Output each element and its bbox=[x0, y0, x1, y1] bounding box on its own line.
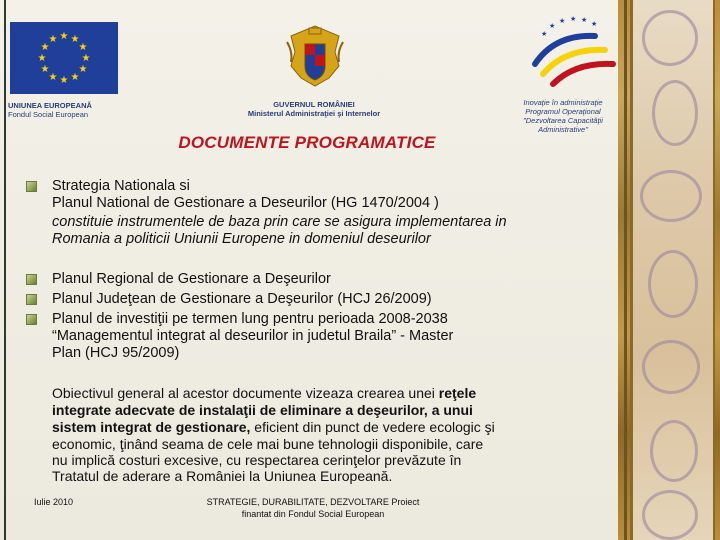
swirl-icon bbox=[640, 170, 702, 222]
eu-caption bbox=[8, 101, 128, 119]
paragraph-line1 bbox=[52, 385, 476, 402]
bullet-4-line1: Planul de investiţii pe termen lung pentru perioada 2008-2038 bbox=[52, 311, 448, 327]
paragraph-line3 bbox=[52, 419, 495, 436]
inov-caption-line4: Administrative" bbox=[538, 125, 588, 134]
inovatie-administratie-logo-icon bbox=[525, 14, 617, 94]
svg-text:★: ★ bbox=[559, 17, 566, 25]
svg-text:★: ★ bbox=[591, 20, 598, 28]
svg-text:★: ★ bbox=[59, 75, 69, 86]
decorative-border bbox=[618, 0, 720, 540]
svg-text:★: ★ bbox=[78, 42, 88, 53]
bullet-1-line1: Strategia Nationala si bbox=[52, 178, 190, 194]
paragraph-line5: nu implică costuri excesive, cu respectarea cerinţelor prevăzute în bbox=[52, 452, 462, 468]
gov-caption-line2: Ministerul Administraţiei şi Internelor bbox=[247, 109, 381, 118]
paragraph-line2: integrate adecvate de instalaţii de eliminare a deşeurilor, a unui bbox=[52, 402, 473, 418]
paragraph-bold: reţele bbox=[438, 385, 477, 401]
bullet-3: Planul Judeţean de Gestionare a Deşeurilor (HCJ 26/2009) bbox=[52, 291, 432, 307]
svg-text:★: ★ bbox=[570, 15, 577, 23]
svg-text:★: ★ bbox=[549, 22, 556, 30]
bullet-4-line3: Plan (HCJ 95/2009) bbox=[52, 345, 180, 361]
svg-text:★: ★ bbox=[581, 16, 588, 24]
bullet-1-note-line1: constituie instrumentele de baza prin care se asigura implementarea in bbox=[52, 214, 507, 230]
square-bullet-icon bbox=[26, 314, 37, 325]
svg-text:★: ★ bbox=[37, 53, 47, 64]
paragraph-bold: sistem integrat de gestionare, bbox=[52, 419, 251, 435]
inov-caption-line3: "Dezvoltarea Capacităţii bbox=[523, 116, 603, 125]
svg-text:★: ★ bbox=[541, 30, 548, 38]
paragraph-text: Obiectivul general al acestor documente vizeaza crearea unei bbox=[52, 385, 439, 401]
svg-text:★: ★ bbox=[78, 64, 88, 75]
inov-caption bbox=[508, 98, 618, 134]
romania-coat-of-arms-icon bbox=[283, 22, 347, 98]
svg-text:★: ★ bbox=[48, 34, 58, 45]
footer-project-line1: STRATEGIE, DURABILITATE, DEZVOLTARE Proiect bbox=[206, 497, 420, 507]
svg-text:★: ★ bbox=[48, 72, 58, 83]
bullet-1-line2: Planul National de Gestionare a Deseurilor (HG 1470/2004 ) bbox=[52, 195, 439, 211]
bullet-1-note-line2: Romania a politicii Uniunii Europene in domeniul deseurilor bbox=[52, 231, 431, 247]
swirl-icon bbox=[642, 10, 698, 66]
paragraph-line6: Tratatul de aderare a României la Uniunea Europeană. bbox=[52, 468, 393, 484]
page-title: DOCUMENTE PROGRAMATICE bbox=[178, 133, 436, 152]
footer-project bbox=[170, 496, 456, 520]
left-divider bbox=[4, 0, 6, 540]
gov-caption-line1: GUVERNUL ROMÂNIEI bbox=[273, 100, 355, 109]
swirl-icon bbox=[642, 490, 698, 540]
gov-caption bbox=[245, 100, 383, 118]
swirl-icon bbox=[650, 420, 698, 482]
swirl-icon bbox=[652, 80, 698, 146]
eu-caption-line2: Fondul Social European bbox=[8, 110, 89, 119]
inov-caption-line2: Programul Operaţional bbox=[525, 107, 601, 116]
paragraph-line4: economic, ţinând seama de cele mai bune tehnologii disponibile, care bbox=[52, 436, 484, 452]
bullet-2: Planul Regional de Gestionare a Deşeurilor bbox=[52, 271, 331, 287]
bullet-4-line2: “Managementul integrat al deseurilor in judetul Braila” - Master bbox=[52, 328, 454, 344]
square-bullet-icon bbox=[26, 294, 37, 305]
svg-text:★: ★ bbox=[40, 64, 50, 75]
footer-project-line2: finantat din Fondul Social European bbox=[241, 509, 385, 519]
eu-flag-icon bbox=[10, 22, 118, 94]
svg-text:★: ★ bbox=[40, 42, 50, 53]
svg-text:★: ★ bbox=[70, 34, 80, 45]
square-bullet-icon bbox=[26, 181, 37, 192]
swirl-icon bbox=[642, 340, 700, 394]
paragraph-text: eficient din punct de vedere ecologic şi bbox=[250, 419, 495, 435]
eu-caption-line1: UNIUNEA EUROPEANĂ bbox=[8, 101, 92, 110]
inov-caption-line1: Inovaţie în administraţie bbox=[523, 98, 603, 107]
square-bullet-icon bbox=[26, 274, 37, 285]
footer-date: Iulie 2010 bbox=[34, 497, 74, 507]
swirl-icon bbox=[648, 250, 698, 318]
decorative-line bbox=[624, 0, 627, 540]
svg-text:★: ★ bbox=[70, 72, 80, 83]
svg-text:★: ★ bbox=[81, 53, 91, 64]
svg-text:★: ★ bbox=[59, 31, 69, 42]
